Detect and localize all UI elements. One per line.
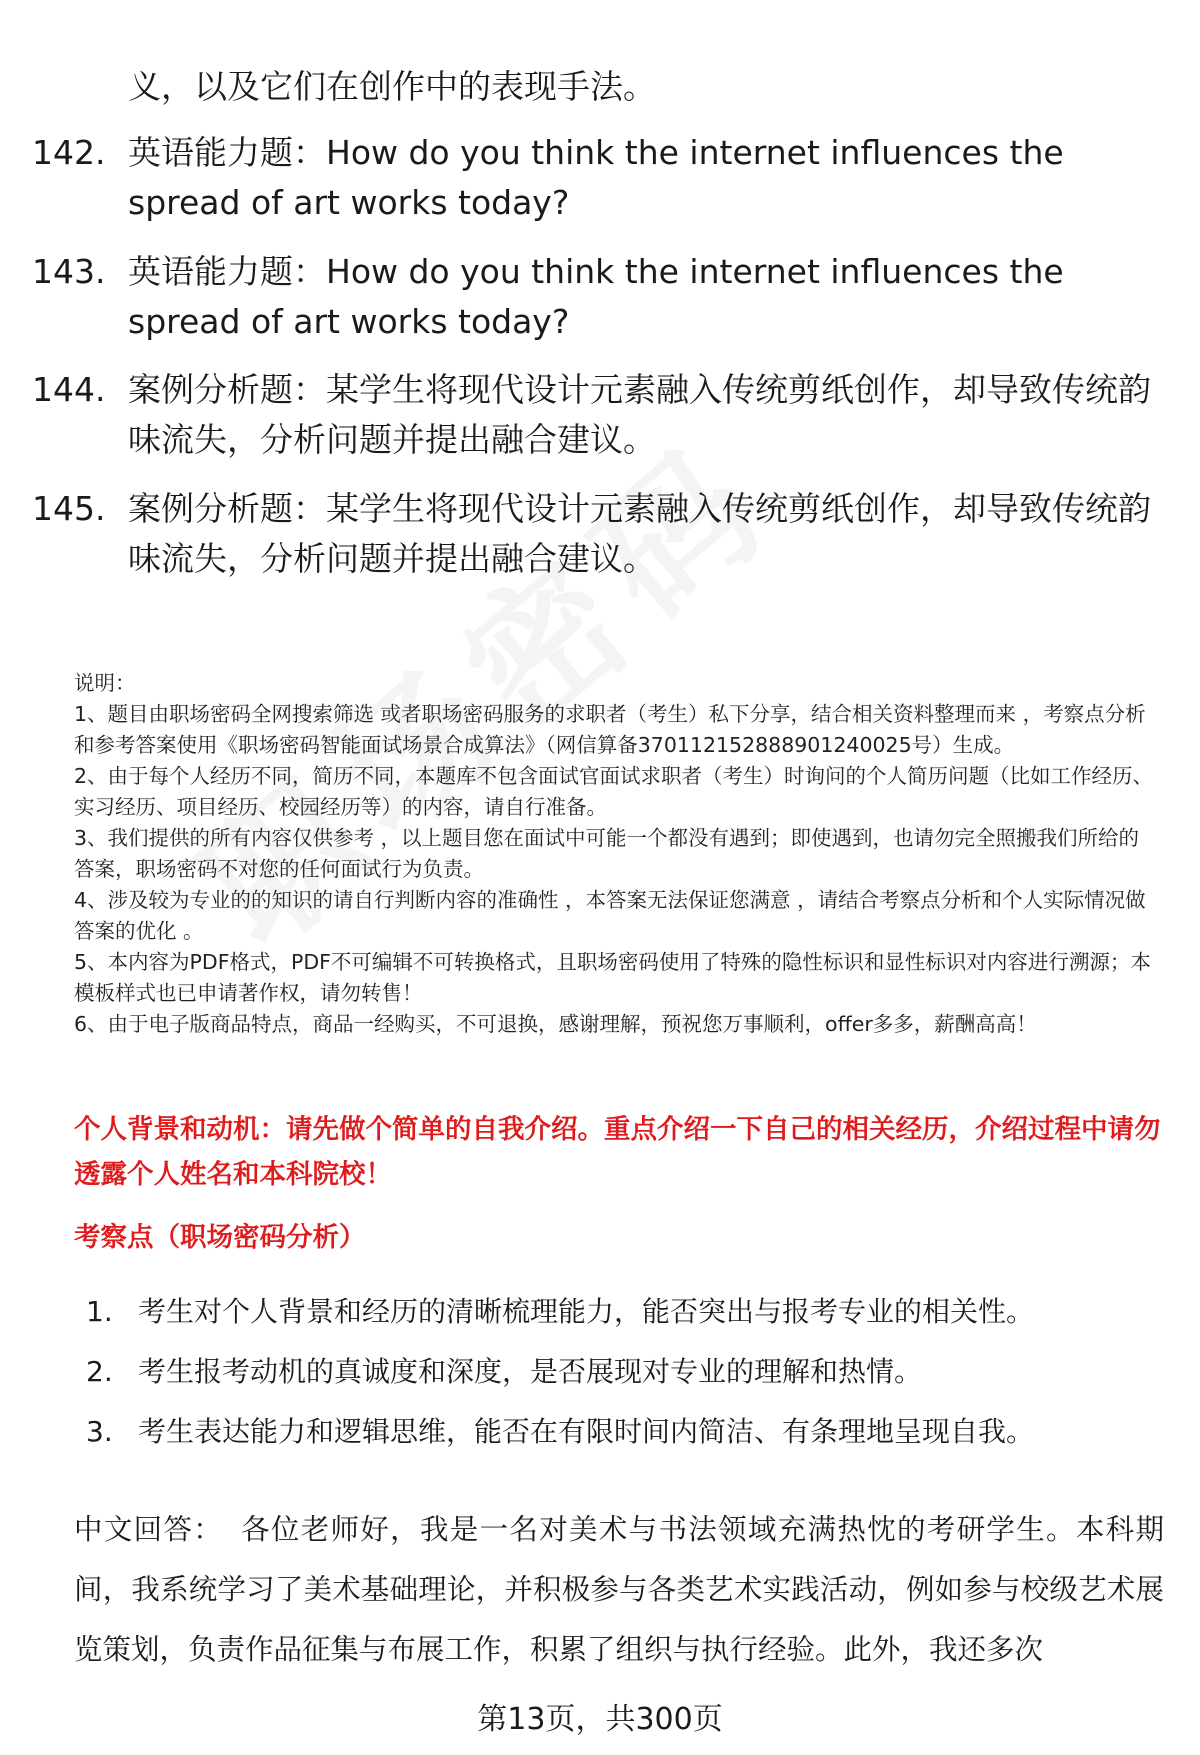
note-item-2: 2、由于每个人经历不同，简历不同，本题库不包含面试官面试求职者（考生）时询问的个人简历问题（比如工作经历、实习经历、项目经历、校园经历等）的内容，请自行准备。 [74,764,1154,819]
interview-prompt: 个人背景和动机：请先做个简单的自我介绍。重点介绍一下自己的相关经历，介绍过程中请勿透露个人姓名和本科院校！ [74,1114,1161,1190]
note-item-4: 4、涉及较为专业的的知识的请自行判断内容的准确性 ，本答案无法保证您满意 ，请结合考察点分析和个人实际情况做答案的优化 。 [74,888,1146,943]
analysis-title: 考察点（职场密码分析） [74,1222,366,1253]
note-item-1: 1、题目由职场密码全网搜索筛选 或者职场密码服务的求职者（考生）私下分享，结合相关资料整理而来 ，考察点分析和参考答案使用《职场密码智能面试场景合成算法》（网信算备370112152888901240025号）生成。 [74,702,1146,757]
question-text: 英语能力题：How do you think the internet influences the spread of art works today? [128,133,1064,222]
notes-title: 说明： [74,671,136,695]
question-145 [32,484,1152,584]
point-number: 2. [86,1355,113,1388]
question-number: 145. [32,489,106,528]
analysis-point [74,1292,1034,1332]
answer-text: 各位老师好，我是一名对美术与书法领域充满热忱的考研学生。本科期间，我系统学习了美术基础理论，并积极参与各类艺术实践活动，例如参与校级艺术展览策划，负责作品征集与布展工作，积累了组织与执行经验。此外，我还多次 [74,1513,1164,1666]
note-item-3: 3、我们提供的所有内容仅供参考 ，以上题目您在面试中可能一个都没有遇到；即使遇到，也请勿完全照搬我们所给的答案，职场密码不对您的任何面试行为负责。 [74,826,1140,881]
answer-label: 中文回答： [74,1513,224,1546]
question-143 [32,247,1152,347]
question-continuation: 义，以及它们在创作中的表现手法。 [128,67,656,106]
note-item-5: 5、本内容为PDF格式，PDF不可编辑不可转换格式，且职场密码使用了特殊的隐性标识和显性标识对内容进行溯源；本模板样式也已申请著作权，请勿转售！ [74,950,1151,1005]
point-number: 1. [86,1295,113,1328]
question-text: 案例分析题：某学生将现代设计元素融入传统剪纸创作，却导致传统韵味流失，分析问题并提出融合建议。 [128,489,1151,578]
question-number: 143. [32,252,106,291]
point-text: 考生报考动机的真诚度和深度，是否展现对专业的理解和热情。 [138,1355,923,1388]
analysis-point [74,1412,1034,1452]
answer-paragraph [74,1500,1164,1680]
question-144 [32,365,1152,465]
point-number: 3. [86,1415,113,1448]
question-142 [32,128,1152,228]
question-text: 英语能力题：How do you think the internet influences the spread of art works today? [128,252,1064,341]
notes-section [74,668,1154,1040]
question-number: 144. [32,370,106,409]
page-footer: 第13页，共300页 [477,1702,723,1737]
point-text: 考生表达能力和逻辑思维，能否在有限时间内简洁、有条理地呈现自我。 [138,1415,1035,1448]
note-item-6: 6、由于电子版商品特点，商品一经购买，不可退换，感谢理解，预祝您万事顺利，offer多多，薪酬高高！ [74,1012,1037,1036]
point-text: 考生对个人背景和经历的清晰梳理能力，能否突出与报考专业的相关性。 [138,1295,1035,1328]
analysis-point [74,1352,922,1392]
question-number: 142. [32,133,106,172]
question-text: 案例分析题：某学生将现代设计元素融入传统剪纸创作，却导致传统韵味流失，分析问题并提出融合建议。 [128,370,1151,459]
